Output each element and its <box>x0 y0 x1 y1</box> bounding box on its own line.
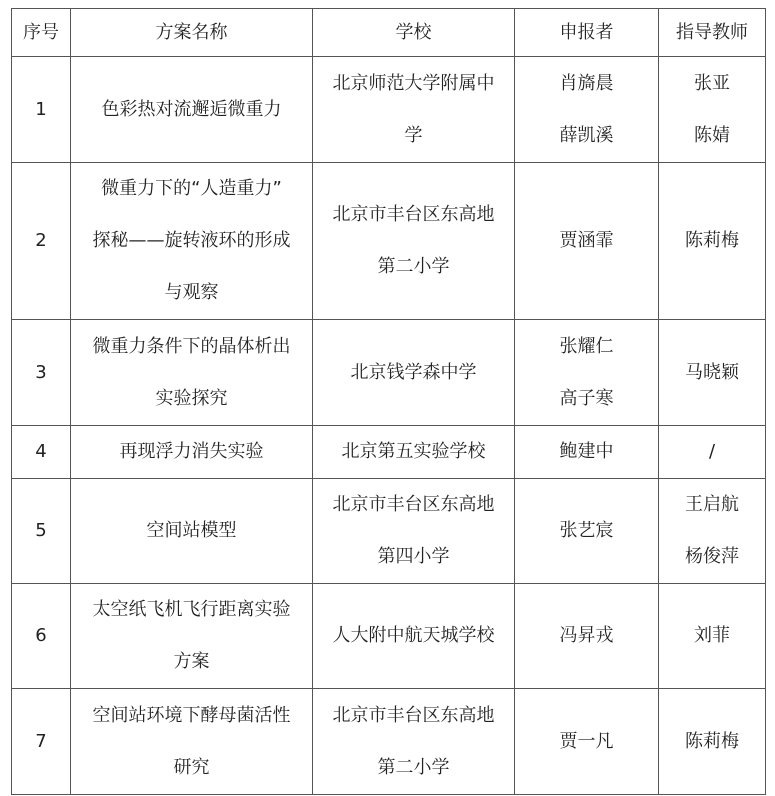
cell-applicant-line: 薛凯溪 <box>559 124 614 146</box>
cell-school-line: 第二小学 <box>377 756 450 778</box>
cell-applicant-line: 贾一凡 <box>559 730 614 752</box>
cell-plan <box>71 320 313 426</box>
cell-school-line: 北京师范大学附属中 <box>332 72 495 94</box>
header-plan: 方案名称 <box>71 9 313 57</box>
cell-plan <box>71 426 313 479</box>
cell-school-line: 北京钱学森中学 <box>350 361 477 383</box>
cell-teacher-line: 陈莉梅 <box>685 730 739 752</box>
cell-no: 2 <box>12 163 71 320</box>
cell-school <box>313 57 515 163</box>
cell-applicant-line: 高子寒 <box>559 387 614 409</box>
cell-plan <box>71 479 313 584</box>
cell-school <box>313 163 515 320</box>
cell-plan <box>71 689 313 795</box>
cell-teacher-line: 王启航 <box>685 494 739 515</box>
cell-teacher-line: 张亚 <box>694 72 730 94</box>
header-no: 序号 <box>12 9 71 57</box>
cell-no: 3 <box>12 320 71 426</box>
cell-teacher-line: 陈莉梅 <box>685 230 739 251</box>
cell-plan-line: 太空纸飞机飞行距离实验 <box>92 599 291 620</box>
cell-school-line: 第四小学 <box>377 546 450 567</box>
cell-applicant-line: 贾涵霏 <box>559 230 614 251</box>
table-row <box>12 584 766 689</box>
cell-applicant-line: 张耀仁 <box>559 335 614 357</box>
cell-applicant <box>515 689 659 795</box>
cell-teacher <box>659 320 766 426</box>
cell-school-line: 北京市丰台区东高地 <box>332 704 495 726</box>
cell-school <box>313 584 515 689</box>
cell-teacher <box>659 479 766 584</box>
cell-plan-line: 方案 <box>173 651 210 672</box>
cell-applicant <box>515 163 659 320</box>
cell-teacher <box>659 426 766 479</box>
cell-plan-line: 再现浮力消失实验 <box>119 441 264 462</box>
cell-plan-line: 微重力条件下的晶体析出 <box>92 335 291 357</box>
cell-plan-line: 色彩热对流邂逅微重力 <box>101 98 282 120</box>
table-row <box>12 57 766 163</box>
cell-school <box>313 320 515 426</box>
cell-no: 5 <box>12 479 71 584</box>
cell-teacher <box>659 584 766 689</box>
cell-applicant-line: 张艺宸 <box>559 520 614 541</box>
cell-teacher <box>659 163 766 320</box>
cell-teacher-line: 马晓颖 <box>685 361 739 383</box>
cell-teacher-line: 刘菲 <box>694 625 730 646</box>
table-row <box>12 426 766 479</box>
cell-school-line: 北京市丰台区东高地 <box>332 204 495 225</box>
cell-plan-line: 空间站模型 <box>146 520 237 541</box>
header-school: 学校 <box>313 9 515 57</box>
header-applicant: 申报者 <box>515 9 659 57</box>
cell-no: 7 <box>12 689 71 795</box>
cell-plan <box>71 163 313 320</box>
cell-teacher-line: 杨俊萍 <box>685 546 739 567</box>
cell-applicant <box>515 479 659 584</box>
cell-plan <box>71 57 313 163</box>
cell-applicant <box>515 320 659 426</box>
cell-teacher-line: / <box>708 441 716 462</box>
cell-school-line: 北京市丰台区东高地 <box>332 494 495 515</box>
projects-table <box>11 8 766 795</box>
cell-applicant <box>515 584 659 689</box>
cell-school-line: 北京第五实验学校 <box>341 441 486 462</box>
cell-applicant-line: 鲍建中 <box>559 441 614 462</box>
cell-plan <box>71 584 313 689</box>
cell-no: 1 <box>12 57 71 163</box>
cell-no: 4 <box>12 426 71 479</box>
cell-school-line: 第二小学 <box>377 256 450 277</box>
table-row <box>12 163 766 320</box>
cell-no: 6 <box>12 584 71 689</box>
cell-applicant-line: 冯昇戎 <box>559 625 614 646</box>
cell-school <box>313 479 515 584</box>
cell-school <box>313 689 515 795</box>
cell-school <box>313 426 515 479</box>
cell-applicant <box>515 57 659 163</box>
table-header-row <box>12 9 766 57</box>
cell-plan-line: 空间站环境下酵母菌活性 <box>92 704 291 726</box>
cell-school-line: 人大附中航天城学校 <box>332 625 495 646</box>
cell-plan-line: 探秘——旋转液环的形成 <box>92 230 291 251</box>
cell-plan-line: 研究 <box>173 756 210 778</box>
table-row <box>12 479 766 584</box>
cell-teacher-line: 陈婧 <box>694 124 730 146</box>
cell-plan-line: 微重力下的“人造重力” <box>101 178 282 199</box>
cell-plan-line: 与观察 <box>164 282 219 303</box>
cell-teacher <box>659 57 766 163</box>
header-teacher: 指导教师 <box>659 9 766 57</box>
cell-applicant-line: 肖旖晨 <box>559 72 614 94</box>
table-row <box>12 320 766 426</box>
cell-plan-line: 实验探究 <box>155 387 228 409</box>
cell-applicant <box>515 426 659 479</box>
cell-school-line: 学 <box>404 124 423 146</box>
table-row <box>12 689 766 795</box>
cell-teacher <box>659 689 766 795</box>
